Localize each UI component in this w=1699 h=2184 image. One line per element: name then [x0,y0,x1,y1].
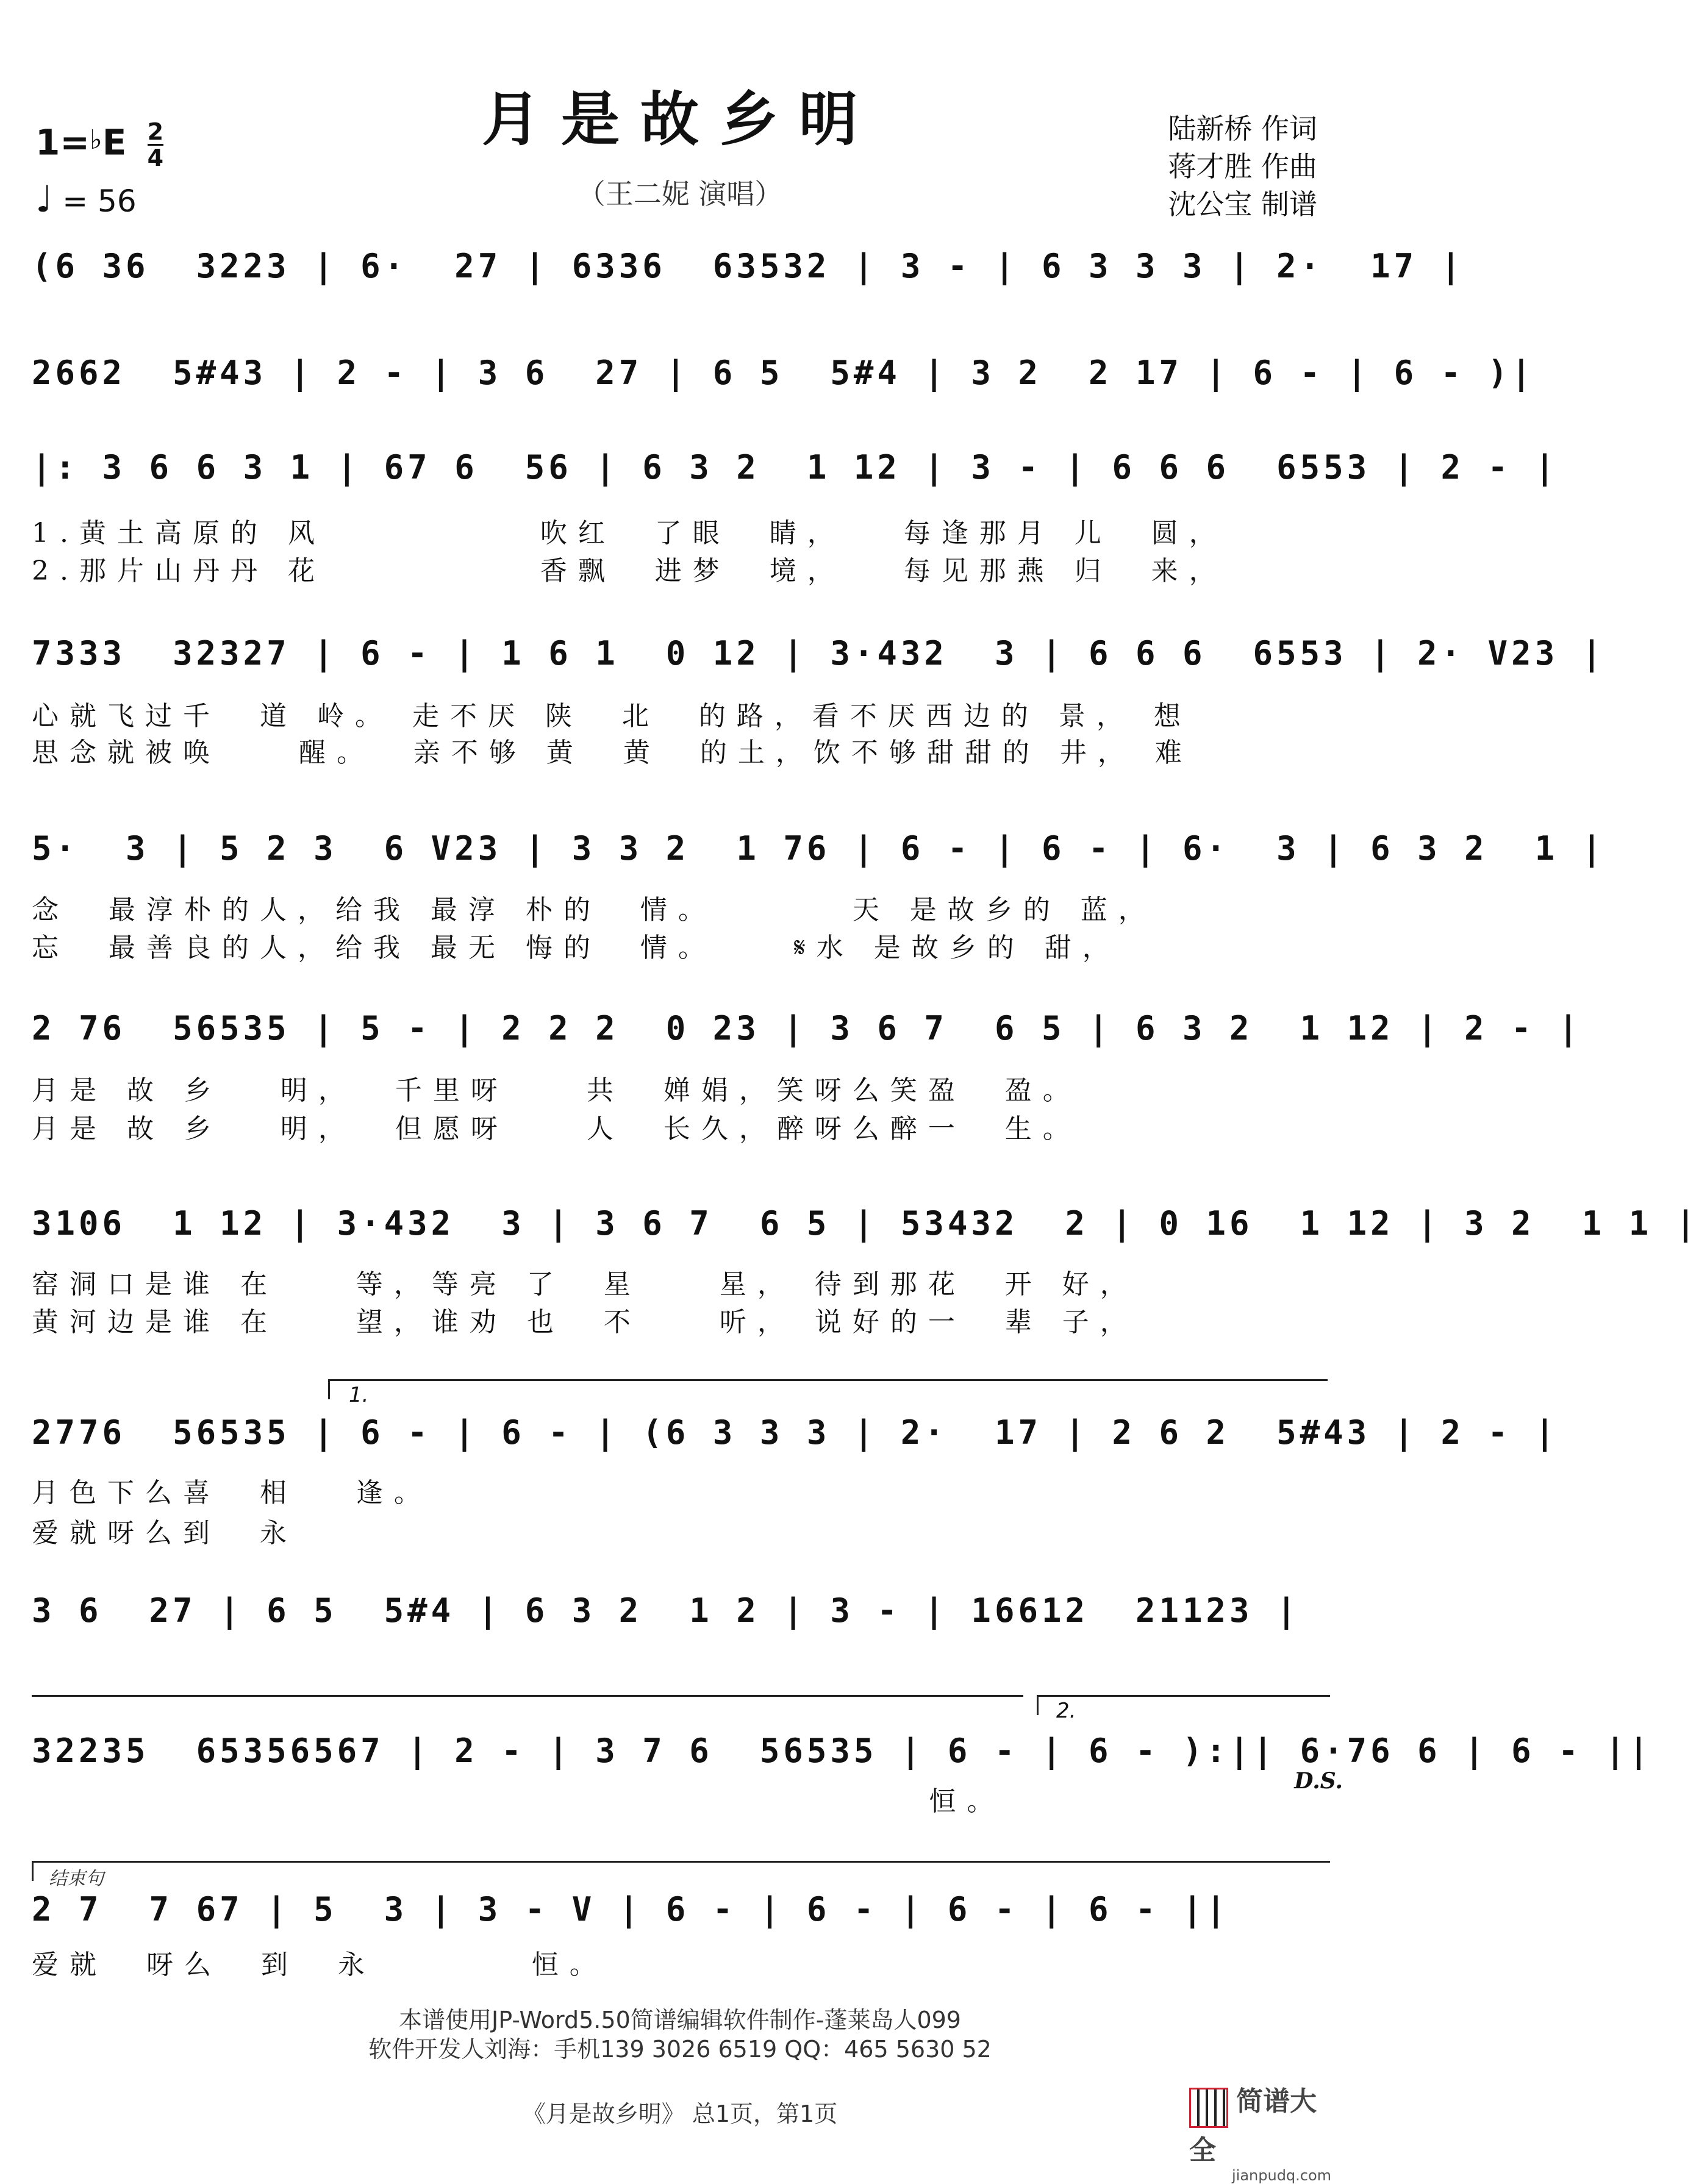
lyric-line-3b: 2.那片山丹丹 花 香飘 进梦 境， 每见那燕 归 来， [32,555,1227,587]
tempo-marking [35,178,137,221]
lyric-line-4b: 思念就被唤 醒。 亲不够 黄 黄 的土，饮不够甜甜的 井， 难 [32,737,1193,768]
volta-bracket-2 [1037,1695,1330,1715]
ending-bracket [32,1861,1330,1881]
ending-label: 结束句 [49,1868,104,1890]
watermark-url: jianpudq.com [1232,2166,1332,2184]
volta-bracket-1 [328,1379,1328,1399]
watermark-logo [1189,2079,1342,2184]
time-signature [148,120,163,170]
lyricist: 陆新桥 作词 [1168,112,1317,145]
developer-credit: 软件开发人刘海：手机139 3026 6519 QQ：465 5630 52 [368,2036,992,2063]
page-indicator: 《月是故乡明》 总1页，第1页 [522,2100,838,2127]
score-line-2: 2662 5#43 | 2 - | 3 6 27 | 6 5 5#4 | 3 2 2 17 | 6 - | 6 - )| [32,354,1535,392]
lyric-line-6a: 月是 故 乡 明， 千里呀 共 婵娟，笑呀么笑盈 盈。 [32,1075,1081,1106]
lyric-line-11: 爱就 呀么 到 永 恒。 [32,1949,607,1980]
score-line-7: 3106 1 12 | 3·432 3 | 3 6 7 6 5 | 53432 2 | 0 16 1 12 | 3 2 1 1 | [32,1204,1699,1243]
credits [1168,110,1317,223]
lyric-line-7b: 黄河边是谁 在 望，谁劝 也 不 听， 说好的一 辈 子， [32,1307,1138,1338]
lyric-line-8a: 月色下么喜 相 逢。 [32,1477,432,1508]
score-line-10: 32235 65356567 | 2 - | 3 7 6 56535 | 6 - | 6 - ):|| 6·76 6 | 6 - || [32,1732,1653,1770]
ds-mark: D.S. [1294,1768,1343,1794]
time-top: 2 [147,118,164,145]
song-title: 月是故乡明 [482,85,878,154]
key-note: E [102,121,127,163]
lyric-line-5b: 忘 最善良的人，给我 最无 悔的 情。 𝄋水 是故乡的 甜， [32,932,1120,963]
lyric-line-7a: 窑洞口是谁 在 等，等亮 了 星 星， 待到那花 开 好， [32,1269,1138,1300]
lyric-line-3a: 1.黄土高原的 风 吹红 了眼 睛， 每逢那月 儿 圆， [32,518,1227,549]
score-line-4: 7333 32327 | 6 - | 1 6 1 0 12 | 3·432 3 | 6 6 6 6553 | 2· V23 | [32,634,1606,673]
score-line-9: 3 6 27 | 6 5 5#4 | 6 3 2 1 2 | 3 - | 16612 21123 | [32,1591,1300,1630]
score-line-1: (6 36 3223 | 6· 27 | 6336 63532 | 3 - | 6 3 3 3 | 2· 17 | [32,247,1465,285]
lyric-line-8b: 爱就呀么到 永 [32,1518,298,1549]
key-signature [35,120,163,170]
key-prefix: 1= [35,121,90,163]
volta-label-2: 2. [1056,1699,1076,1723]
quarter-note-icon: ♩ [35,178,53,221]
volta-label-1: 1. [349,1383,369,1407]
score-line-11: 2 7 7 67 | 5 3 | 3 - V | 6 - | 6 - | 6 - | 6 - || [32,1890,1230,1929]
performer: （王二妮 演唱） [577,177,783,210]
repeat-section-rule [32,1695,1023,1697]
score-line-5: 5· 3 | 5 2 3 6 V23 | 3 3 2 1 76 | 6 - | 6 - | 6· 3 | 6 3 2 1 | [32,829,1606,868]
score-line-6: 2 76 56535 | 5 - | 2 2 2 0 23 | 3 6 7 6 5 | 6 3 2 1 12 | 2 - | [32,1009,1582,1047]
score-line-8: 2776 56535 | 6 - | 6 - | (6 3 3 3 | 2· 17 | 2 6 2 5#43 | 2 - | [32,1413,1559,1452]
lyric-line-5a: 念 最淳朴的人，给我 最淳 朴的 情。 天 是故乡的 蓝， [32,894,1156,926]
flat-sign: ♭ [89,124,102,155]
time-bottom: 4 [147,145,164,171]
software-credit: 本谱使用JP-Word5.50简谱编辑软件制作-蓬莱岛人099 [399,2007,961,2033]
composer: 蒋才胜 作曲 [1168,150,1317,183]
score-line-3: |: 3 6 6 3 1 | 67 6 56 | 6 3 2 1 12 | 3 - | 6 6 6 6553 | 2 - | [32,448,1559,487]
arranger: 沈公宝 制谱 [1168,188,1317,221]
lyric-line-6b: 月是 故 乡 明， 但愿呀 人 长久，醉呀么醉一 生。 [32,1113,1081,1144]
lyric-line-10: 恒。 [32,1786,1005,1817]
tempo-value: = 56 [62,184,137,219]
watermark-brand: 简谱大全 [1189,2086,1317,2166]
piano-icon [1189,2088,1228,2128]
lyric-line-4a: 心就飞过千 道 岭。 走不厌 陕 北 的路，看不厌西边的 景， 想 [32,701,1192,732]
